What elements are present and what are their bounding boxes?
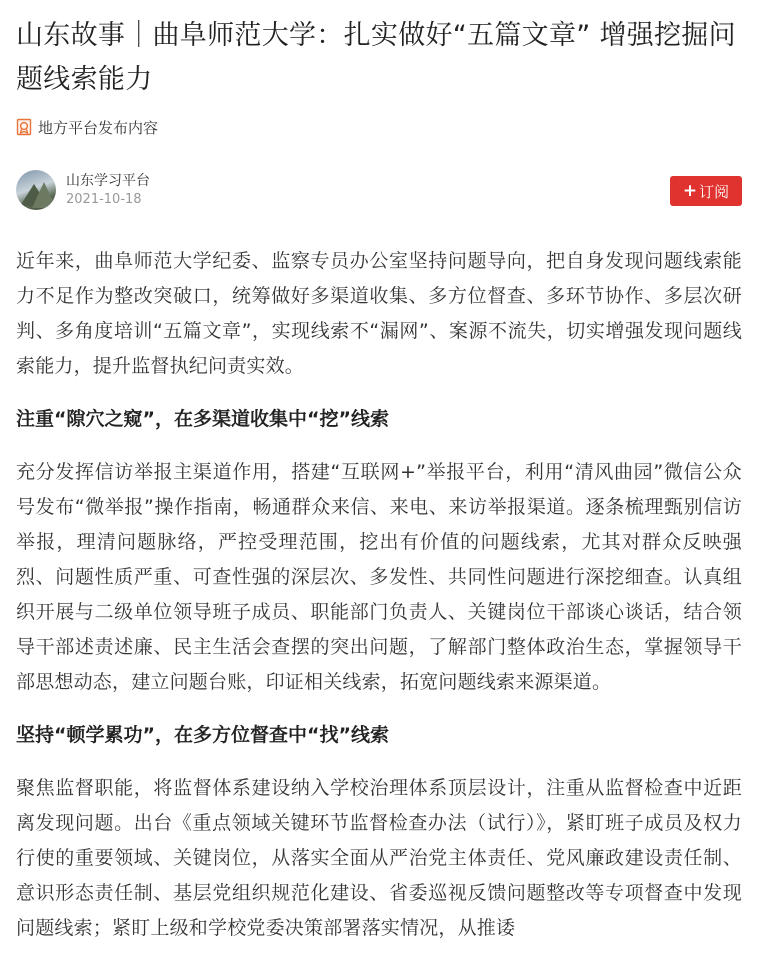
article-body <box>16 244 742 946</box>
source-label: 地方平台发布内容 <box>38 118 159 137</box>
source-row <box>16 116 742 138</box>
author-name[interactable]: 山东学习平台 <box>66 173 150 189</box>
subscribe-label: 订阅 <box>699 182 730 201</box>
author-avatar[interactable] <box>16 170 56 210</box>
body-paragraph: 充分发挥信访举报主渠道作用，搭建“互联网+”举报平台，利用“清风曲园”微信公众号发布“微举报”操作指南，畅通群众来信、来电、来访举报渠道。逐条梳理甄别信访举报，理清问题脉络，严控受理范围，挖出有价值的问题线索，尤其对群众反映强烈、问题性质严重、可查性强的深层次、多发性、共同性问题进行深挖细查。认真组织开展与二级单位领导班子成员、职能部门负责人、关键岗位干部谈心谈话，结合领导干部述责述廉、民主生活会查摆的突出问题，了解部门整体政治生态，掌握领导干部思想动态，建立问题台账，印证相关线索，拓宽问题线索来源渠道。 <box>16 461 742 693</box>
author-row <box>16 168 742 212</box>
publish-date: 2021-10-18 <box>66 192 142 207</box>
subscribe-button[interactable] <box>670 176 742 206</box>
section-heading: 坚持“顿学累功”，在多方位督查中“找”线索 <box>16 724 389 746</box>
body-paragraph: 近年来，曲阜师范大学纪委、监察专员办公室坚持问题导向，把自身发现问题线索能力不足作为整改突破口，统筹做好多渠道收集、多方位督查、多环节协作、多层次研判、多角度培训“五篇文章”，实现线索不“漏网”、案源不流失，切实增强发现问题线索能力，提升监督执纪问责实效。 <box>16 250 742 377</box>
article-title: 山东故事｜曲阜师范大学：扎实做好“五篇文章” 增强挖掘问题线索能力 <box>16 20 736 95</box>
plus-icon: + <box>682 181 698 201</box>
section-heading: 注重“隙穴之窥”，在多渠道收集中“挖”线索 <box>16 408 389 430</box>
body-paragraph: 聚焦监督职能，将监督体系建设纳入学校治理体系顶层设计，注重从监督检查中近距离发现问题。出台《重点领域关键环节监督检查办法（试行）》，紧盯班子成员及权力行使的重要领域、关键岗位，从落实全面从严治党主体责任、党风廉政建设责任制、意识形态责任制、基层党组织规范化建设、省委巡视反馈问题整改等专项督查中发现问题线索；紧盯上级和学校党委决策部署落实情况，从推诿 <box>16 777 742 939</box>
author-info <box>66 171 150 209</box>
official-badge-icon <box>16 118 32 136</box>
